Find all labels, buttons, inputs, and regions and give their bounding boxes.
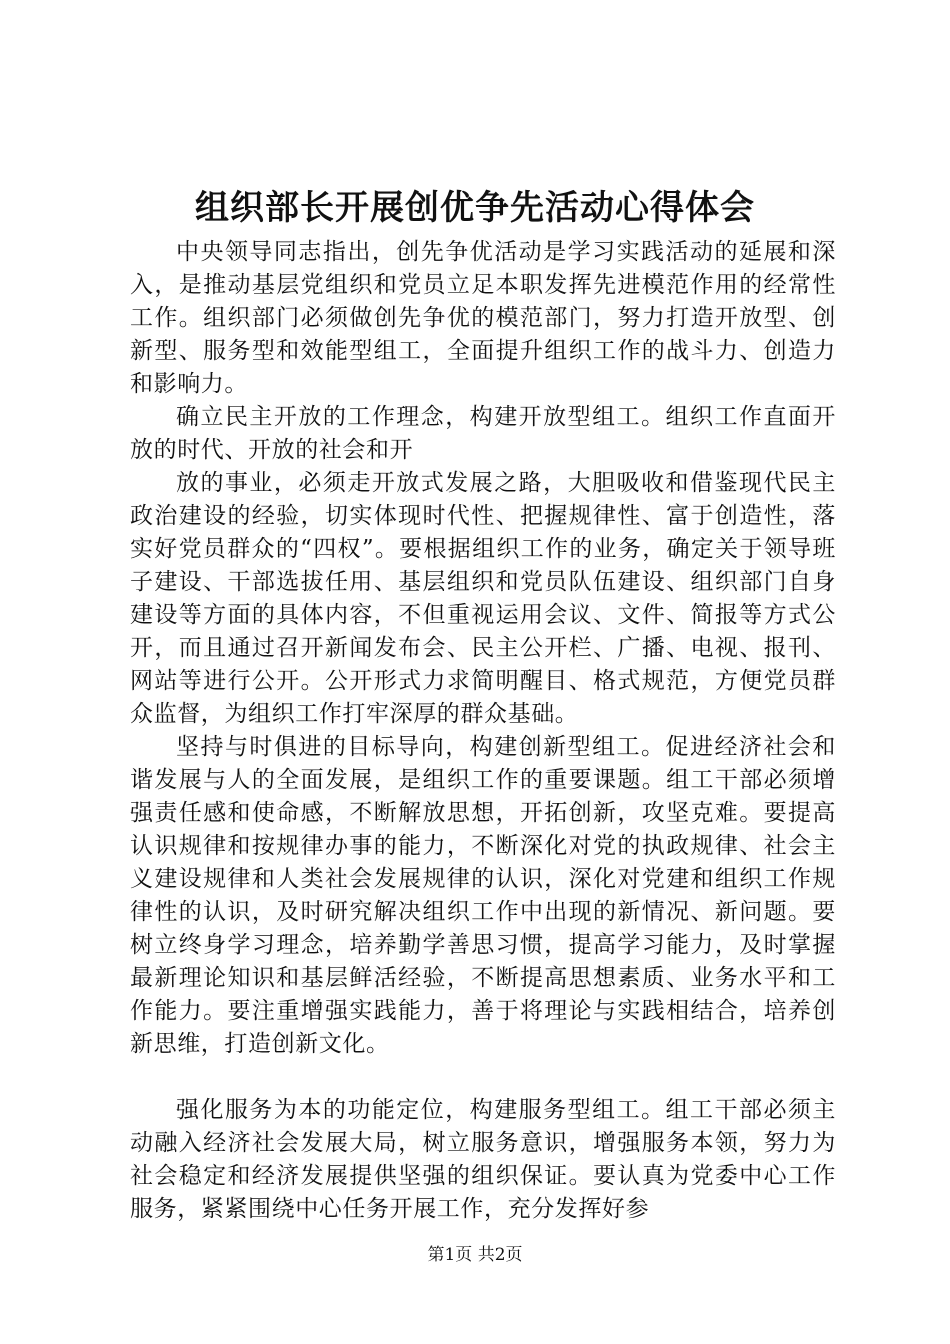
paragraph-innovation: 坚持与时俱进的目标导向，构建创新型组工。促进经济社会和谐发展与人的全面发展，是组织工作的重要课题。组工干部必须增强责任感和使命感，不断解放思想，开拓创新，攻坚克难。要提高认识规律和按规律办事的能力，不断深化对党的执政规律、社会主义建设规律和人类社会发展规律的认识，深化对党建和组织工作规律性的认识，及时研究解决组织工作中出现的新情况、新问题。要树立终身学习理念，培养勤学善思习惯，提高学习能力，及时掌握最新理论知识和基层鲜活经验，不断提高思想素质、业务水平和工作能力。要注重增强实践能力，善于将理论与实践相结合，培养创新思维，打造创新文化。	[130, 734, 836, 1057]
document-title: 组织部长开展创优争先活动心得体会	[195, 188, 755, 228]
paragraph-intro: 中央领导同志指出，创先争优活动是学习实践活动的延展和深入，是推动基层党组织和党员立足本职发挥先进模范作用的经常性工作。组织部门必须做创先争优的模范部门，努力打造开放型、创新型、服务型和效能型组工，全面提升组织工作的战斗力、创造力和影响力。	[130, 239, 836, 397]
page-number-footer: 第1页 共2页	[427, 1245, 523, 1265]
paragraph-open-practice: 放的事业，必须走开放式发展之路，大胆吸收和借鉴现代民主政治建设的经验，切实体现时代性、把握规律性、富于创造性，落实好党员群众的“四权”。要根据组织工作的业务，确定关于领导班子建设、干部选拔任用、基层组织和党员队伍建设、组织部门自身建设等方面的具体内容，不但重视运用会议、文件、简报等方式公开，而且通过召开新闻发布会、民主公开栏、广播、电视、报刊、网站等进行公开。公开形式力求简明醒目、格式规范，方便党员群众监督，为组织工作打牢深厚的群众基础。	[130, 470, 836, 727]
paragraph-open-concept: 确立民主开放的工作理念，构建开放型组工。组织工作直面开放的时代、开放的社会和开	[130, 404, 836, 463]
document-body	[130, 236, 836, 1226]
paragraph-service: 强化服务为本的功能定位，构建服务型组工。组工干部必须主动融入经济社会发展大局，树立服务意识，增强服务本领，努力为社会稳定和经济发展提供坚强的组织保证。要认真为党委中心工作服务，紧紧围绕中心任务开展工作，充分发挥好参	[130, 1097, 836, 1222]
